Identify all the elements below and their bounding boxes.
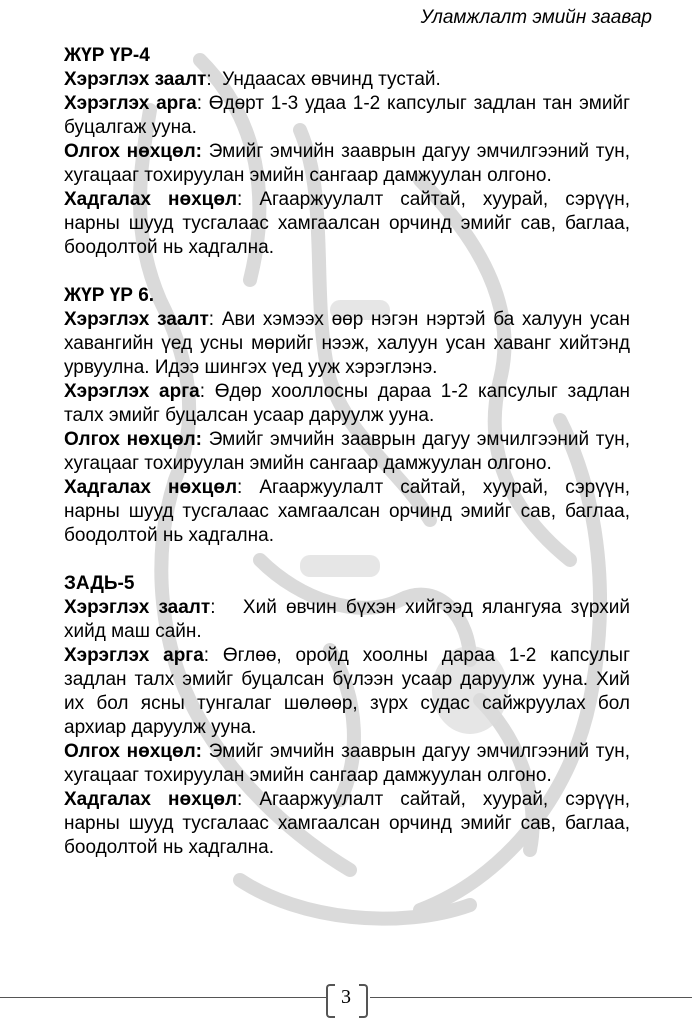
storage-label: Хадгалах нөхцөл	[64, 189, 238, 210]
supply-label: Олгох нөхцөл:	[64, 741, 202, 762]
method-label: Хэрэглэх арга	[64, 93, 197, 114]
method-text: Өглөө, оройд хоолны дараа 1-2 капсулыг задлан талх эмийг буцалсан бүлээн усаар даруулж ууна. Хий их бол ясны тунгалаг шөлөөр, зүрх судас сайжруулах бол архиар даруулж ууна.	[64, 645, 631, 738]
method-text: Өдөрт 1-3 удаа 1-2 капсулыг задлан тан эмийг буцалгаж ууна.	[64, 93, 631, 138]
supply-label: Олгох нөхцөл:	[64, 141, 202, 162]
storage-text: Агааржуулалт сайтай, хуурай, сэрүүн, нарны шууд тусгалаас хамгаалсан орчинд эмийг сав, баглаа, боодолтой нь хадгална.	[64, 189, 630, 258]
method-paragraph: Хэрэглэх арга: Өдөр хооллосны дараа 1-2 капсулыг задлан талх эмийг буцалсан усаар даруулж ууна.	[64, 381, 631, 426]
footer-rule-right	[370, 997, 692, 998]
usage-paragraph: Хэрэглэх заалт: Ундаасах өвчинд тустай.	[64, 69, 441, 90]
footer-rule-left	[0, 997, 326, 998]
section-zad-5	[64, 572, 630, 860]
storage-label: Хадгалах нөхцөл	[64, 789, 238, 810]
usage-label: Хэрэглэх заалт	[64, 69, 207, 90]
storage-paragraph: Хадгалах нөхцөл: Агааржуулалт сайтай, хуурай, сэрүүн, нарны шууд тусгалаас хамгаалсан орчинд эмийг сав, баглаа, боодолтой нь хадгална.	[64, 789, 630, 858]
section-title: ЗАДЬ-5	[64, 573, 135, 594]
section-title: ЖҮР ҮР 6.	[64, 285, 155, 306]
section-zhur-ur-6	[64, 284, 630, 548]
section-zhur-ur-4	[64, 44, 630, 260]
supply-text: Эмийг эмчийн зааврын дагуу эмчилгээний тун, хугацааг тохируулан эмийн сангаар дамжуулан олгоно.	[64, 141, 630, 186]
usage-paragraph: Хэрэглэх заалт: Ави хэмээх өөр нэгэн нэртэй ба халуун усан хавангийн үед усны мөрийг нээж, халуун усан хаванг хийтэнд урвуулна. Идээ шингэх үед ууж хэрэглэнэ.	[64, 309, 630, 378]
storage-text: Агааржуулалт сайтай, хуурай, сэрүүн, нарны шууд тусгалаас хамгаалсан орчинд эмийг сав, баглаа, боодолтой нь хадгална.	[64, 789, 630, 858]
header-title: Уламжлалт эмийн заавар	[420, 7, 652, 28]
usage-paragraph: Хэрэглэх заалт: Хий өвчин бүхэн хийгээд ялангуяа зүрхий хийд маш сайн.	[64, 597, 630, 642]
usage-label: Хэрэглэх заалт	[64, 309, 209, 330]
supply-paragraph	[64, 140, 630, 188]
supply-text: Эмийг эмчийн зааврын дагуу эмчилгээний тун, хугацааг тохируулан эмийн сангаар дамжуулан олгоно.	[64, 429, 630, 474]
document-body	[64, 44, 630, 884]
page-number: 3	[341, 986, 351, 1008]
storage-text: Агааржуулалт сайтай, хуурай, сэрүүн, нарны шууд тусгалаас хамгаалсан орчинд эмийг сав, баглаа, боодолтой нь хадгална.	[64, 477, 630, 546]
usage-text: Ундаасах өвчинд тустай.	[222, 69, 441, 90]
usage-text: Ави хэмээх өөр нэгэн нэртэй ба халуун усан хавангийн үед усны мөрийг нээж, халуун усан хаванг хийтэнд урвуулна. Идээ шингэх үед ууж хэрэглэнэ.	[64, 309, 630, 378]
supply-label: Олгох нөхцөл:	[64, 429, 202, 450]
supply-paragraph	[64, 740, 630, 788]
footer-bracket-left	[326, 984, 335, 1018]
supply-text: Эмийг эмчийн зааврын дагуу эмчилгээний тун, хугацааг тохируулан эмийн сангаар дамжуулан олгоно.	[64, 741, 630, 786]
method-text: Өдөр хооллосны дараа 1-2 капсулыг задлан талх эмийг буцалсан усаар даруулж ууна.	[64, 381, 631, 426]
usage-label: Хэрэглэх заалт	[64, 597, 211, 618]
method-paragraph: Хэрэглэх арга: Өдөрт 1-3 удаа 1-2 капсулыг задлан тан эмийг буцалгаж ууна.	[64, 93, 631, 138]
footer-bracket-right	[359, 984, 368, 1018]
usage-text: Хий өвчин бүхэн хийгээд ялангуяа зүрхий хийд маш сайн.	[64, 597, 630, 642]
method-label: Хэрэглэх арга	[64, 381, 200, 402]
storage-label: Хадгалах нөхцөл	[64, 477, 238, 498]
method-paragraph: Хэрэглэх арга: Өглөө, оройд хоолны дараа 1-2 капсулыг задлан талх эмийг буцалсан бүлээн усаар даруулж ууна. Хий их бол ясны тунгалаг шөлөөр, зүрх судас сайжруулах бол архиар даруулж ууна.	[64, 645, 631, 738]
method-label: Хэрэглэх арга	[64, 645, 204, 666]
section-title: ЖҮР ҮР-4	[64, 45, 150, 66]
storage-paragraph: Хадгалах нөхцөл: Агааржуулалт сайтай, хуурай, сэрүүн, нарны шууд тусгалаас хамгаалсан орчинд эмийг сав, баглаа, боодолтой нь хадгална.	[64, 477, 630, 546]
storage-paragraph: Хадгалах нөхцөл: Агааржуулалт сайтай, хуурай, сэрүүн, нарны шууд тусгалаас хамгаалсан орчинд эмийг сав, баглаа, боодолтой нь хадгална.	[64, 189, 630, 258]
supply-paragraph	[64, 428, 630, 476]
